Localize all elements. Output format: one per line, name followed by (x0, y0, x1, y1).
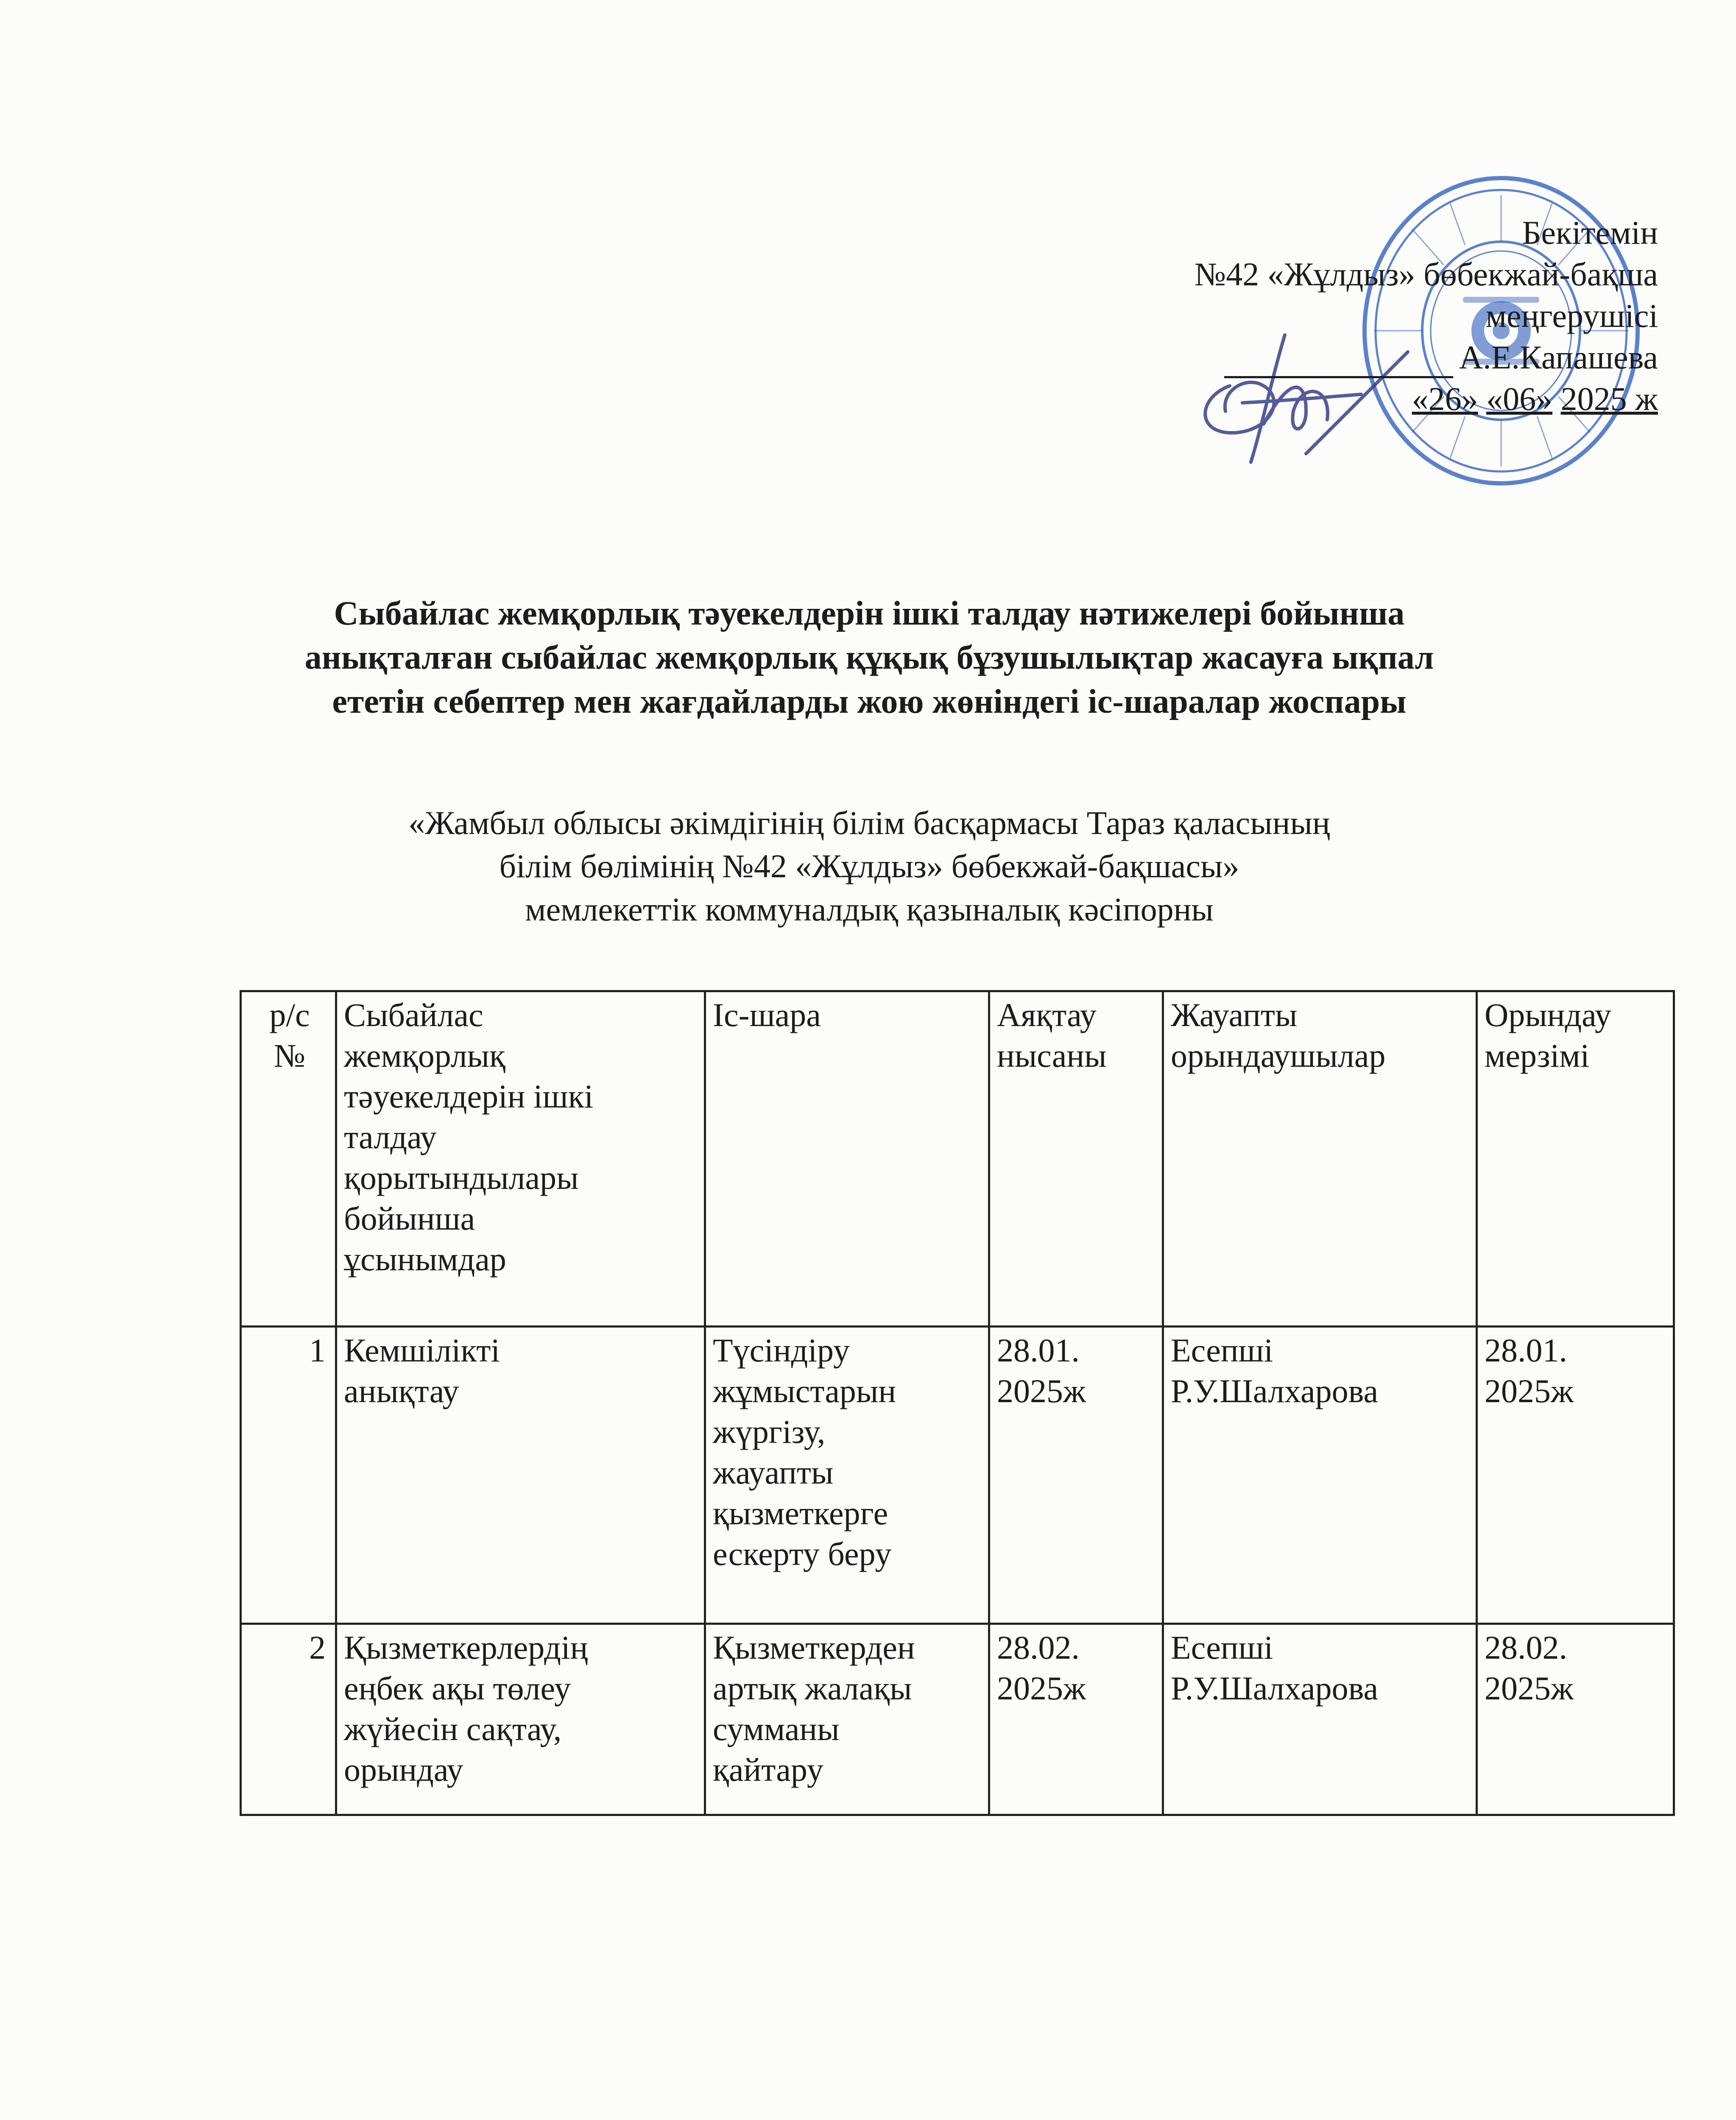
header-deadline-line-2: мерзімі (1485, 1037, 1590, 1074)
title-line-3: ететін себептер мен жағдайларды жою жөніндегі іс-шаралар жоспары (332, 683, 1407, 720)
header-activity-line-1: Іс-шара (713, 996, 821, 1033)
row-deadline-line: 28.01. (1485, 1332, 1567, 1369)
row-recommendation-line: еңбек ақы төлеу (344, 1670, 571, 1707)
action-plan-table (240, 990, 1675, 1816)
header-recommendations-line-4: талдау (344, 1119, 437, 1155)
row-deadline (1477, 1327, 1674, 1624)
row-deadline-line: 28.02. (1485, 1629, 1567, 1666)
row-activity-line: жұмыстарын (713, 1372, 896, 1409)
header-deadline-line-1: Орындау (1485, 996, 1611, 1033)
signature-underline (1224, 343, 1453, 378)
table-row (241, 1624, 1674, 1815)
header-recommendations-line-7: ұсынымдар (344, 1241, 506, 1278)
header-recommendations-line-2: жемқорлық (344, 1037, 505, 1074)
row-completion-form (989, 1327, 1163, 1624)
approval-date (852, 378, 1658, 420)
row-responsible-line: Р.У.Шалхарова (1171, 1372, 1379, 1409)
header-completion-form (989, 991, 1163, 1327)
header-number-line-2: № (274, 1037, 306, 1074)
row-activity-line: Қызметкерден (713, 1629, 915, 1666)
row-completion-form (989, 1624, 1163, 1815)
table-row (241, 1327, 1674, 1624)
header-recommendations (336, 991, 705, 1327)
row-activity (705, 1624, 989, 1815)
header-responsible-line-2: орындаушылар (1171, 1037, 1386, 1074)
row-activity (705, 1327, 989, 1624)
row-completion-form-line: 2025ж (997, 1670, 1086, 1707)
table-header-row (241, 991, 1674, 1327)
row-number: 1 (241, 1327, 336, 1624)
subtitle-line-2: білім бөлімінің №42 «Жұлдыз» бөбекжай-бақшасы» (499, 848, 1239, 884)
header-recommendations-line-6: бойынша (344, 1200, 475, 1237)
title-line-1: Сыбайлас жемқорлық тәуекелдерін ішкі талдау нәтижелері бойынша (334, 595, 1405, 632)
row-deadline (1477, 1624, 1674, 1815)
header-number (241, 991, 336, 1327)
header-responsible (1163, 991, 1477, 1327)
row-recommendation-line: жүйесін сақтау, (344, 1710, 562, 1747)
header-completion-form-line-1: Аяқтау (997, 996, 1097, 1033)
row-activity-line: қайтару (713, 1751, 823, 1788)
row-activity-line: қызметкерге (713, 1495, 888, 1531)
header-completion-form-line-2: нысаны (997, 1037, 1107, 1074)
row-responsible (1163, 1624, 1477, 1815)
approval-signature-line (852, 337, 1658, 378)
row-activity-line: жүргізу, (713, 1413, 826, 1450)
row-responsible (1163, 1327, 1477, 1624)
approval-position: меңгерушісі (1485, 297, 1658, 334)
row-deadline-line: 2025ж (1485, 1372, 1574, 1409)
header-number-line-1: р/с (269, 996, 310, 1033)
row-completion-form-line: 2025ж (997, 1372, 1086, 1409)
row-completion-form-line: 28.01. (997, 1332, 1080, 1369)
header-deadline (1477, 991, 1674, 1327)
row-number: 2 (241, 1624, 336, 1815)
header-activity (705, 991, 989, 1327)
subtitle-line-3: мемлекеттік коммуналдық қазыналық кәсіпорны (525, 891, 1214, 928)
approval-date-year: 2025 ж (1560, 380, 1658, 417)
row-activity-line: сумманы (713, 1710, 840, 1747)
row-recommendation-line: анықтау (344, 1372, 459, 1409)
approval-block (852, 212, 1658, 420)
row-responsible-line: Есепші (1171, 1332, 1273, 1369)
organization-name (127, 801, 1611, 931)
header-responsible-line-1: Жауапты (1171, 996, 1298, 1033)
row-completion-form-line: 28.02. (997, 1629, 1080, 1666)
header-recommendations-line-1: Сыбайлас (344, 996, 483, 1033)
header-recommendations-line-3: тәуекелдерін ішкі (344, 1078, 594, 1115)
row-deadline-line: 2025ж (1485, 1670, 1574, 1707)
approval-head-name: А.Е.Капашева (1459, 339, 1658, 376)
row-responsible-line: Есепші (1171, 1629, 1273, 1666)
row-recommendation (336, 1327, 705, 1624)
approval-organization: №42 «Жұлдыз» бөбекжай-бақша (1194, 256, 1658, 293)
row-activity-line: жауапты (713, 1454, 834, 1491)
row-responsible-line: Р.У.Шалхарова (1171, 1670, 1379, 1707)
subtitle-line-1: «Жамбыл облысы әкімдігінің білім басқармасы Тараз қаласының (408, 804, 1330, 841)
document-title (127, 591, 1611, 724)
row-recommendation (336, 1624, 705, 1815)
row-recommendation-line: Кемшілікті (344, 1332, 500, 1369)
header-recommendations-line-5: қорытындылары (344, 1159, 579, 1196)
row-activity-line: артық жалақы (713, 1670, 912, 1707)
row-activity-line: ескерту беру (713, 1535, 892, 1572)
approve-heading: Бекітемін (1522, 214, 1658, 251)
row-activity-line: Түсіндіру (713, 1332, 850, 1369)
approval-date-day: «26» (1412, 380, 1478, 417)
row-recommendation-line: орындау (344, 1751, 463, 1788)
row-recommendation-line: Қызметкерлердің (344, 1629, 588, 1666)
title-line-2: анықталған сыбайлас жемқорлық құқық бұзушылықтар жасауға ықпал (304, 639, 1434, 676)
approval-date-month: «06» (1486, 380, 1553, 417)
